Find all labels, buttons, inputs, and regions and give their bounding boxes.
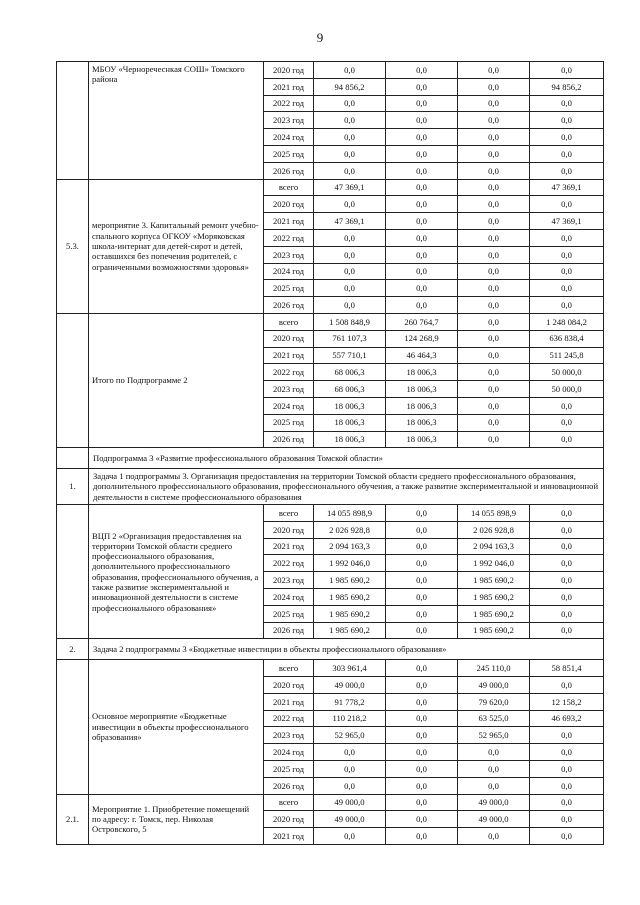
period-label: 2021 год [264,78,314,95]
regional-budget-value: 63 525,0 [458,710,530,727]
federal-budget-value: 0,0 [386,246,458,263]
total-value: 14 055 898,9 [314,505,386,522]
period-label: 2023 год [264,381,314,398]
period-label: 2020 год [264,196,314,213]
federal-budget-value: 0,0 [386,229,458,246]
total-value: 0,0 [314,62,386,79]
regional-budget-value: 1 985 690,2 [458,605,530,622]
row-name: Мероприятие 1. Приобретение помещений по адресу: г. Томск, пер. Николая Островского, 5 [89,794,264,844]
federal-budget-value: 0,0 [386,78,458,95]
regional-budget-value: 14 055 898,9 [458,505,530,522]
table-row [57,794,604,811]
period-label: 2024 год [264,589,314,606]
regional-budget-value: 1 985 690,2 [458,572,530,589]
regional-budget-value: 0,0 [458,196,530,213]
regional-budget-value: 0,0 [458,62,530,79]
federal-budget-value: 0,0 [386,744,458,761]
other-value: 0,0 [530,521,604,538]
federal-budget-value: 0,0 [386,213,458,230]
other-value: 511 245,8 [530,347,604,364]
period-label: всего [264,313,314,330]
federal-budget-value: 0,0 [386,761,458,778]
regional-budget-value: 2 026 928,8 [458,521,530,538]
table-row [57,505,604,522]
budget-table [56,61,604,845]
other-value: 0,0 [530,744,604,761]
other-value: 0,0 [530,112,604,129]
total-value: 1 508 848,9 [314,313,386,330]
period-label: 2020 год [264,811,314,828]
total-value: 47 369,1 [314,179,386,196]
total-value: 68 006,3 [314,381,386,398]
total-value: 110 218,2 [314,710,386,727]
total-value: 47 369,1 [314,213,386,230]
section-header-text: Задача 2 подпрограммы 3 «Бюджетные инвестиции в объекты профессионального образования» [89,639,604,660]
section-header-row [57,448,604,469]
regional-budget-value: 0,0 [458,313,530,330]
section-header-row [57,469,604,505]
other-value: 0,0 [530,229,604,246]
other-value: 12 158,2 [530,693,604,710]
total-value: 761 107,3 [314,330,386,347]
regional-budget-value: 0,0 [458,828,530,845]
federal-budget-value: 0,0 [386,263,458,280]
total-value: 1 985 690,2 [314,589,386,606]
federal-budget-value: 0,0 [386,538,458,555]
federal-budget-value: 260 764,7 [386,313,458,330]
period-label: 2020 год [264,521,314,538]
federal-budget-value: 0,0 [386,505,458,522]
federal-budget-value: 0,0 [386,129,458,146]
row-index [57,505,89,639]
total-value: 52 965,0 [314,727,386,744]
federal-budget-value: 0,0 [386,179,458,196]
regional-budget-value: 0,0 [458,129,530,146]
other-value: 0,0 [530,246,604,263]
regional-budget-value: 0,0 [458,162,530,179]
total-value: 0,0 [314,129,386,146]
other-value: 0,0 [530,196,604,213]
other-value: 0,0 [530,811,604,828]
federal-budget-value: 124 268,9 [386,330,458,347]
total-value: 0,0 [314,95,386,112]
other-value: 0,0 [530,397,604,414]
other-value: 0,0 [530,555,604,572]
period-label: 2020 год [264,62,314,79]
period-label: 2026 год [264,297,314,314]
federal-budget-value: 0,0 [386,777,458,794]
period-label: 2024 год [264,397,314,414]
period-label: всего [264,660,314,677]
other-value: 0,0 [530,280,604,297]
total-value: 0,0 [314,777,386,794]
federal-budget-value: 0,0 [386,794,458,811]
federal-budget-value: 0,0 [386,62,458,79]
regional-budget-value: 0,0 [458,364,530,381]
total-value: 1 985 690,2 [314,572,386,589]
period-label: 2026 год [264,622,314,639]
period-label: 2025 год [264,145,314,162]
regional-budget-value: 0,0 [458,347,530,364]
total-value: 18 006,3 [314,414,386,431]
total-value: 2 094 163,3 [314,538,386,555]
row-index [57,62,89,180]
other-value: 0,0 [530,589,604,606]
period-label: 2022 год [264,710,314,727]
regional-budget-value: 0,0 [458,246,530,263]
federal-budget-value: 0,0 [386,811,458,828]
federal-budget-value: 46 464,3 [386,347,458,364]
regional-budget-value: 0,0 [458,213,530,230]
regional-budget-value: 0,0 [458,78,530,95]
table-row [57,62,604,79]
other-value: 0,0 [530,828,604,845]
regional-budget-value: 0,0 [458,179,530,196]
table-row [57,179,604,196]
federal-budget-value: 18 006,3 [386,381,458,398]
federal-budget-value: 0,0 [386,521,458,538]
federal-budget-value: 18 006,3 [386,431,458,448]
period-label: 2024 год [264,263,314,280]
period-label: 2021 год [264,538,314,555]
period-label: 2021 год [264,347,314,364]
other-value: 0,0 [530,622,604,639]
regional-budget-value: 0,0 [458,330,530,347]
period-label: 2024 год [264,129,314,146]
other-value: 636 838,4 [530,330,604,347]
other-value: 0,0 [530,297,604,314]
total-value: 49 000,0 [314,794,386,811]
other-value: 0,0 [530,777,604,794]
total-value: 1 985 690,2 [314,622,386,639]
federal-budget-value: 18 006,3 [386,397,458,414]
regional-budget-value: 49 000,0 [458,794,530,811]
section-header-text: Задача 1 подпрограммы 3. Организация предоставления на территории Томской области среднего профессионального образования, дополнительного профессионального образования, профессионального обучения, а также развитие экспериментальной и инновационной деятельности в системе профессионального образования [89,469,604,505]
federal-budget-value: 0,0 [386,622,458,639]
period-label: 2026 год [264,162,314,179]
other-value: 0,0 [530,538,604,555]
period-label: 2026 год [264,777,314,794]
row-name: мероприятие 3. Капитальный ремонт учебно-спального корпуса ОГКОУ «Моряковская школа-интернат для детей-сирот и детей, оставшихся без попечения родителей, с ограниченными возможностями здоровья» [89,179,264,313]
section-header-text: Подпрограмма 3 «Развитие профессионального образования Томской области» [89,448,604,469]
regional-budget-value: 0,0 [458,263,530,280]
other-value: 0,0 [530,572,604,589]
total-value: 0,0 [314,297,386,314]
other-value: 0,0 [530,95,604,112]
total-value: 1 992 046,0 [314,555,386,572]
regional-budget-value: 0,0 [458,297,530,314]
period-label: 2023 год [264,727,314,744]
other-value: 94 856,2 [530,78,604,95]
federal-budget-value: 0,0 [386,95,458,112]
period-label: всего [264,794,314,811]
period-label: 2024 год [264,744,314,761]
row-index: 5.3. [57,179,89,313]
period-label: 2020 год [264,330,314,347]
period-label: всего [264,179,314,196]
period-label: 2022 год [264,555,314,572]
total-value: 0,0 [314,828,386,845]
federal-budget-value: 0,0 [386,297,458,314]
federal-budget-value: 0,0 [386,710,458,727]
total-value: 2 026 928,8 [314,521,386,538]
federal-budget-value: 0,0 [386,828,458,845]
other-value: 47 369,1 [530,213,604,230]
regional-budget-value: 1 992 046,0 [458,555,530,572]
regional-budget-value: 49 000,0 [458,811,530,828]
period-label: 2025 год [264,280,314,297]
other-value: 50 000,0 [530,381,604,398]
other-value: 46 693,2 [530,710,604,727]
period-label: 2022 год [264,229,314,246]
federal-budget-value: 0,0 [386,727,458,744]
regional-budget-value: 0,0 [458,431,530,448]
total-value: 94 856,2 [314,78,386,95]
total-value: 49 000,0 [314,677,386,694]
other-value: 0,0 [530,145,604,162]
period-label: 2023 год [264,572,314,589]
federal-budget-value: 0,0 [386,280,458,297]
other-value: 0,0 [530,794,604,811]
other-value: 0,0 [530,162,604,179]
regional-budget-value: 0,0 [458,145,530,162]
table-row [57,660,604,677]
other-value: 47 369,1 [530,179,604,196]
other-value: 0,0 [530,62,604,79]
total-value: 49 000,0 [314,811,386,828]
row-name: МБОУ «Черноречеснкая СОШ» Томского района [89,62,264,180]
other-value: 0,0 [530,761,604,778]
total-value: 0,0 [314,196,386,213]
regional-budget-value: 0,0 [458,414,530,431]
federal-budget-value: 18 006,3 [386,414,458,431]
regional-budget-value: 1 985 690,2 [458,622,530,639]
total-value: 0,0 [314,280,386,297]
federal-budget-value: 0,0 [386,162,458,179]
total-value: 557 710,1 [314,347,386,364]
period-label: 2025 год [264,414,314,431]
period-label: 2020 год [264,677,314,694]
other-value: 0,0 [530,727,604,744]
regional-budget-value: 49 000,0 [458,677,530,694]
table-row [57,313,604,330]
section-header-row [57,639,604,660]
federal-budget-value: 0,0 [386,112,458,129]
regional-budget-value: 79 620,0 [458,693,530,710]
total-value: 0,0 [314,229,386,246]
regional-budget-value: 0,0 [458,397,530,414]
row-index [57,660,89,794]
period-label: 2021 год [264,693,314,710]
federal-budget-value: 0,0 [386,196,458,213]
federal-budget-value: 18 006,3 [386,364,458,381]
total-value: 91 778,2 [314,693,386,710]
other-value: 0,0 [530,263,604,280]
period-label: всего [264,505,314,522]
row-index: 2. [57,639,89,660]
federal-budget-value: 0,0 [386,677,458,694]
regional-budget-value: 0,0 [458,112,530,129]
total-value: 303 961,4 [314,660,386,677]
period-label: 2025 год [264,761,314,778]
total-value: 0,0 [314,112,386,129]
row-index [57,448,89,469]
period-label: 2022 год [264,364,314,381]
federal-budget-value: 0,0 [386,660,458,677]
regional-budget-value: 0,0 [458,381,530,398]
regional-budget-value: 1 985 690,2 [458,589,530,606]
period-label: 2026 год [264,431,314,448]
other-value: 0,0 [530,505,604,522]
regional-budget-value: 0,0 [458,761,530,778]
regional-budget-value: 245 110,0 [458,660,530,677]
federal-budget-value: 0,0 [386,693,458,710]
other-value: 1 248 084,2 [530,313,604,330]
total-value: 0,0 [314,145,386,162]
federal-budget-value: 0,0 [386,605,458,622]
other-value: 0,0 [530,605,604,622]
other-value: 58 851,4 [530,660,604,677]
other-value: 0,0 [530,431,604,448]
row-name: ВЦП 2 «Организация предоставления на территории Томской области среднего профессионального образования, дополнительного профессионального образования, профессионального обучения, а также развитие экспериментальной и инновационной деятельности в системе профессионального образования» [89,505,264,639]
federal-budget-value: 0,0 [386,145,458,162]
total-value: 0,0 [314,263,386,280]
period-label: 2021 год [264,213,314,230]
regional-budget-value: 2 094 163,3 [458,538,530,555]
federal-budget-value: 0,0 [386,572,458,589]
budget-body [57,62,604,845]
page-number: 9 [316,30,324,45]
other-value: 0,0 [530,129,604,146]
total-value: 0,0 [314,162,386,179]
federal-budget-value: 0,0 [386,589,458,606]
federal-budget-value: 0,0 [386,555,458,572]
regional-budget-value: 0,0 [458,280,530,297]
total-value: 0,0 [314,246,386,263]
total-value: 1 985 690,2 [314,605,386,622]
total-value: 0,0 [314,744,386,761]
total-value: 18 006,3 [314,397,386,414]
total-value: 18 006,3 [314,431,386,448]
period-label: 2022 год [264,95,314,112]
regional-budget-value: 0,0 [458,744,530,761]
row-name: Итого по Подпрограмме 2 [89,313,264,447]
period-label: 2023 год [264,112,314,129]
row-index [57,313,89,447]
other-value: 0,0 [530,677,604,694]
total-value: 0,0 [314,761,386,778]
regional-budget-value: 0,0 [458,777,530,794]
total-value: 68 006,3 [314,364,386,381]
regional-budget-value: 0,0 [458,95,530,112]
regional-budget-value: 0,0 [458,229,530,246]
row-index: 2.1. [57,794,89,844]
other-value: 50 000,0 [530,364,604,381]
other-value: 0,0 [530,414,604,431]
row-index: 1. [57,469,89,505]
period-label: 2025 год [264,605,314,622]
period-label: 2023 год [264,246,314,263]
regional-budget-value: 52 965,0 [458,727,530,744]
row-name: Основное мероприятие «Бюджетные инвестиции в объекты профессионального образования» [89,660,264,794]
period-label: 2021 год [264,828,314,845]
